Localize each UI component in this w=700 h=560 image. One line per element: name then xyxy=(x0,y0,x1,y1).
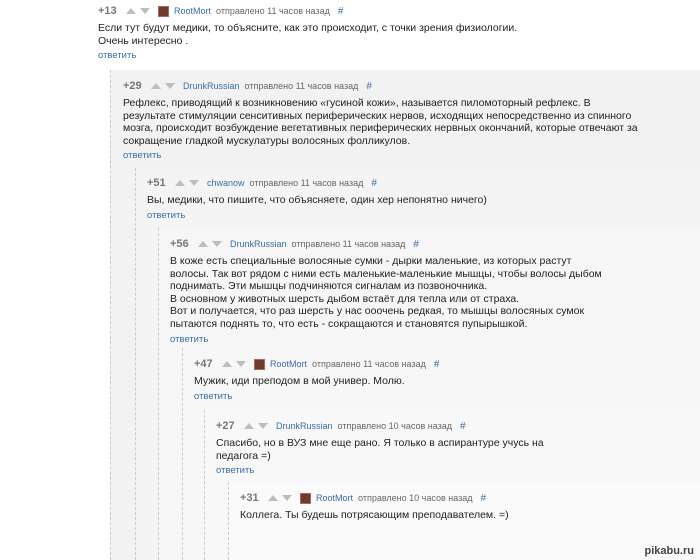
reply-link[interactable]: ответить xyxy=(194,390,233,402)
comment-timestamp: отправлено 10 часов назад xyxy=(337,421,453,431)
thread-line xyxy=(158,228,159,560)
reply-link[interactable]: ответить xyxy=(147,209,186,221)
comment-header xyxy=(240,491,695,505)
upvote-icon[interactable] xyxy=(268,495,278,501)
comment-text xyxy=(194,375,694,388)
comment-header xyxy=(123,79,698,93)
comment-header xyxy=(170,237,695,251)
comment xyxy=(147,176,697,221)
thread-line xyxy=(204,410,205,560)
comment-timestamp: отправлено 10 часов назад xyxy=(358,493,473,503)
comment-permalink[interactable]: # xyxy=(433,358,440,370)
thread-line xyxy=(228,482,229,560)
comment-timestamp: отправлено 11 часов назад xyxy=(312,359,426,369)
comment xyxy=(216,419,696,476)
comment xyxy=(98,4,698,61)
comment-score: +51 xyxy=(147,177,166,189)
comment-author[interactable]: RootMort xyxy=(270,359,308,369)
comment-header xyxy=(194,357,694,371)
downvote-icon[interactable] xyxy=(140,8,150,14)
comment-permalink[interactable]: # xyxy=(371,177,377,189)
comment-text-line: результате стимуляции сенситивных периферических нервов, исходящих непосредственно из спинного xyxy=(123,109,632,122)
comment-timestamp: отправлено 11 часов назад xyxy=(291,239,406,249)
comment-permalink[interactable]: # xyxy=(413,238,419,250)
comment-text-line: волосы. Так вот рядом с ними есть маленькие-маленькие мышцы, чтобы волосы дыбом xyxy=(170,267,602,280)
comment-permalink[interactable]: # xyxy=(480,492,487,504)
comment-score: +56 xyxy=(170,238,189,250)
comment-permalink[interactable]: # xyxy=(337,5,344,17)
comment-text-line: Вот и получается, что раз шерсть у нас ооочень редкая, то мышцы волосяных сумок xyxy=(170,305,585,318)
comment-score: +29 xyxy=(123,80,142,92)
comment-header xyxy=(216,419,696,433)
comment xyxy=(240,491,695,522)
comment-text-line: Мужик, иди преподом в мой универ. Молю. xyxy=(194,375,405,387)
comment-permalink[interactable]: # xyxy=(460,420,466,432)
comment-text xyxy=(98,22,698,47)
comment-timestamp: отправлено 11 часов назад xyxy=(244,81,359,91)
comment-author[interactable]: DrunkRussian xyxy=(276,421,333,431)
thread-line xyxy=(135,168,136,560)
comment-text-line: мозга, происходит возбуждение вегетативных периферических нервных окончаний, которые отвечают за xyxy=(123,122,638,135)
comment-text-line: В коже есть специальные волосяные сумки - дырки маленькие, из которых растут xyxy=(170,255,572,267)
comment-permalink[interactable]: # xyxy=(366,80,372,92)
comment-header xyxy=(98,4,698,18)
comment-text-line: Спасибо, но в ВУЗ мне еще рано. Я только в аспирантуре учусь на xyxy=(216,437,544,449)
comment-timestamp: отправлено 11 часов назад xyxy=(249,178,364,188)
comment-timestamp: отправлено 11 часов назад xyxy=(216,6,330,16)
comment-author[interactable]: DrunkRussian xyxy=(183,81,240,91)
upvote-icon[interactable] xyxy=(126,8,136,14)
reply-link[interactable]: ответить xyxy=(98,50,137,62)
comment-score: +27 xyxy=(216,420,235,432)
reply-link[interactable]: ответить xyxy=(216,465,255,477)
comment-text-line: Если тут будут медики, то объясните, как это происходит, с точки зрения физиологии. xyxy=(98,22,518,34)
thread-line xyxy=(110,70,111,560)
upvote-icon[interactable] xyxy=(222,361,232,367)
comment-text-line: Коллега. Ты будешь потрясающим преподавателем. =) xyxy=(240,509,509,521)
comment-text xyxy=(170,255,695,331)
thread-line xyxy=(182,348,183,560)
comment-text xyxy=(216,437,696,462)
avatar[interactable] xyxy=(254,359,265,370)
comment xyxy=(123,79,698,161)
comment xyxy=(194,357,694,402)
comment-author[interactable]: chwanow xyxy=(207,178,245,188)
upvote-icon[interactable] xyxy=(175,180,185,186)
comment-score: +31 xyxy=(240,492,259,504)
watermark: pikabu.ru xyxy=(644,545,694,557)
avatar[interactable] xyxy=(158,6,169,17)
comment-text xyxy=(147,194,697,207)
comment-text-line: Рефлекс, приводящий к возникновению «гусиной кожи», называется пиломоторный рефлекс. В xyxy=(123,97,591,109)
downvote-icon[interactable] xyxy=(282,495,292,501)
comment-text-line: поднимать. Эти мышцы подчиняются сигналам из позвоночника. xyxy=(170,280,488,293)
comment-author[interactable]: DrunkRussian xyxy=(230,239,287,249)
reply-link[interactable]: ответить xyxy=(123,150,162,162)
comment-header xyxy=(147,176,697,190)
comment-text-line: В основном у животных шерсть дыбом встаёт для тепла или от страха. xyxy=(170,292,520,305)
comment-score: +13 xyxy=(98,5,117,17)
downvote-icon[interactable] xyxy=(212,241,222,247)
downvote-icon[interactable] xyxy=(236,361,246,367)
downvote-icon[interactable] xyxy=(165,83,175,89)
comment-text-line: педагога =) xyxy=(216,449,271,462)
upvote-icon[interactable] xyxy=(244,423,254,429)
comment-text xyxy=(123,97,698,147)
reply-link[interactable]: ответить xyxy=(170,333,209,345)
comment-text-line: Вы, медики, что пишите, что объясняете, один хер непонятно ничего) xyxy=(147,194,487,206)
downvote-icon[interactable] xyxy=(258,423,268,429)
avatar[interactable] xyxy=(300,493,311,504)
comment-author[interactable]: RootMort xyxy=(174,6,212,16)
comment-author[interactable]: RootMort xyxy=(316,493,354,503)
comment-text-line: Очень интересно . xyxy=(98,34,189,47)
upvote-icon[interactable] xyxy=(198,241,208,247)
comment-text-line: сокращение гладкой мускулатуры волосяных фолликулов. xyxy=(123,134,411,147)
comment-score: +47 xyxy=(194,358,213,370)
comment xyxy=(170,237,695,345)
downvote-icon[interactable] xyxy=(189,180,199,186)
upvote-icon[interactable] xyxy=(151,83,161,89)
comment-text xyxy=(240,509,695,522)
comment-text-line: пытаются поднять то, что есть - сокращаются и становятся пупырышкой. xyxy=(170,317,528,330)
